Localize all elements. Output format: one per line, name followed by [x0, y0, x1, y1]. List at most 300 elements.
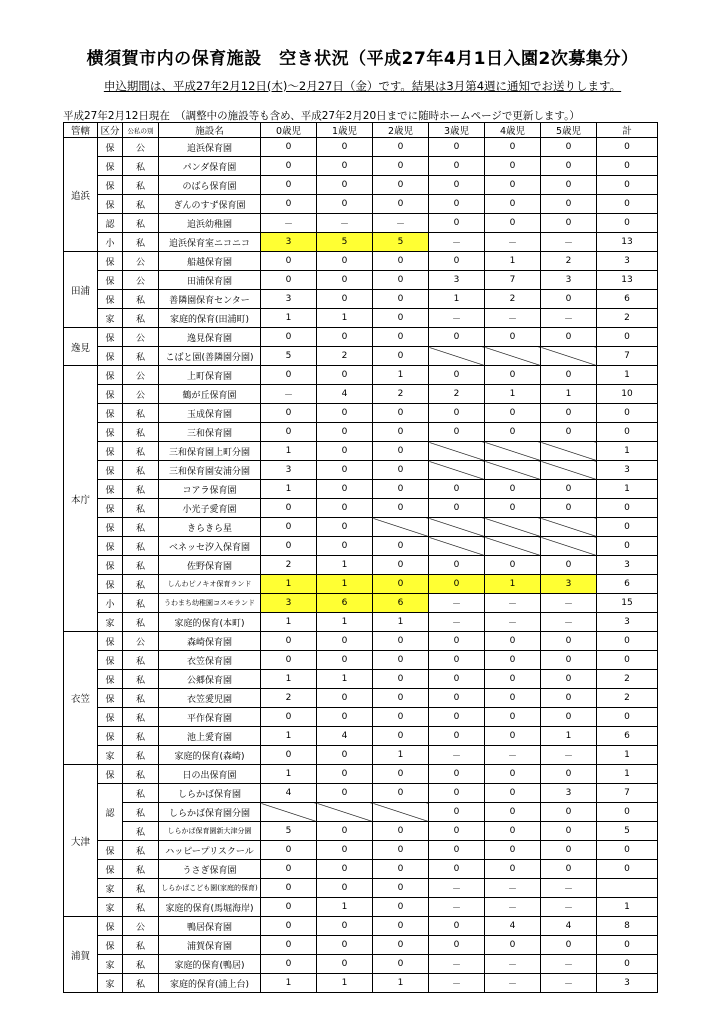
category-cell: 保 — [98, 195, 123, 214]
vacancy-cell-age-2: 0 — [373, 689, 429, 708]
vacancy-cell-age-2: 0 — [373, 708, 429, 727]
facility-name-cell: 三和保育園 — [159, 423, 261, 442]
facility-name-cell: パンダ保育園 — [159, 157, 261, 176]
vacancy-cell-age-0: 0 — [261, 879, 317, 898]
total-cell: 3 — [597, 556, 658, 575]
public-private-cell: 私 — [123, 556, 159, 575]
vacancy-cell-age-5: 0 — [541, 157, 597, 176]
total-cell: 0 — [597, 537, 658, 556]
vacancy-cell-age-2: 0 — [373, 822, 429, 841]
total-cell: 0 — [597, 841, 658, 860]
table-row — [64, 309, 658, 328]
table-row — [64, 955, 658, 974]
as-of-date-note: 平成27年2月12日現在 （調整中の施設等も含め、平成27年2月20日までに随時ホームページで更新します。） — [63, 110, 580, 122]
vacancy-cell-age-5 — [541, 537, 597, 556]
public-private-cell: 私 — [123, 290, 159, 309]
vacancy-cell-age-1: 0 — [317, 651, 373, 670]
vacancy-cell-age-0: 3 — [261, 461, 317, 480]
vacancy-cell-age-4: － — [485, 594, 541, 613]
vacancy-cell-age-0: 1 — [261, 974, 317, 993]
table-row — [64, 233, 658, 252]
vacancy-cell-age-4: 0 — [485, 860, 541, 879]
public-private-cell: 公 — [123, 632, 159, 651]
total-cell: 6 — [597, 575, 658, 594]
table-row — [64, 480, 658, 499]
total-cell: 3 — [597, 974, 658, 993]
vacancy-cell-age-5: 0 — [541, 195, 597, 214]
vacancy-cell-age-1: 0 — [317, 499, 373, 518]
public-private-cell: 公 — [123, 917, 159, 936]
vacancy-cell-age-3: 0 — [429, 157, 485, 176]
vacancy-cell-age-0: － — [261, 385, 317, 404]
vacancy-cell-age-2: 0 — [373, 727, 429, 746]
vacancy-cell-age-3: 2 — [429, 385, 485, 404]
category-cell: 保 — [98, 708, 123, 727]
total-cell: 2 — [597, 689, 658, 708]
public-private-cell: 私 — [123, 594, 159, 613]
vacancy-cell-age-5: 0 — [541, 708, 597, 727]
vacancy-cell-age-5: 0 — [541, 366, 597, 385]
public-private-cell: 私 — [123, 214, 159, 233]
vacancy-cell-age-5: 0 — [541, 841, 597, 860]
public-private-cell: 私 — [123, 727, 159, 746]
category-cell: 家 — [98, 613, 123, 632]
vacancy-cell-age-3: 0 — [429, 138, 485, 157]
vacancy-cell-age-4: 0 — [485, 423, 541, 442]
vacancy-cell-age-1: 1 — [317, 575, 373, 594]
vacancy-cell-age-1: 1 — [317, 898, 373, 917]
vacancy-cell-age-5: 0 — [541, 860, 597, 879]
vacancy-cell-age-2: 0 — [373, 917, 429, 936]
vacancy-cell-age-3: 0 — [429, 575, 485, 594]
facility-name-cell: のばら保育園 — [159, 176, 261, 195]
vacancy-cell-age-5: 1 — [541, 727, 597, 746]
vacancy-cell-age-3 — [429, 461, 485, 480]
vacancy-cell-age-5: 0 — [541, 404, 597, 423]
category-cell: 保 — [98, 252, 123, 271]
public-private-cell: 私 — [123, 746, 159, 765]
category-cell: 小 — [98, 594, 123, 613]
vacancy-cell-age-2: 0 — [373, 499, 429, 518]
vacancy-cell-age-4: 0 — [485, 328, 541, 347]
category-cell: 保 — [98, 404, 123, 423]
application-period-notice — [0, 78, 725, 94]
vacancy-cell-age-0: 0 — [261, 898, 317, 917]
vacancy-cell-age-3: 1 — [429, 290, 485, 309]
vacancy-cell-age-1: 1 — [317, 670, 373, 689]
public-private-cell: 私 — [123, 195, 159, 214]
vacancy-cell-age-3: 0 — [429, 195, 485, 214]
vacancy-cell-age-4: 0 — [485, 480, 541, 499]
total-cell: 0 — [597, 404, 658, 423]
vacancy-cell-age-2: 0 — [373, 328, 429, 347]
vacancy-cell-age-3: 0 — [429, 708, 485, 727]
area-name-cell: 本庁 — [64, 366, 98, 632]
vacancy-cell-age-4 — [485, 518, 541, 537]
facility-name-cell: 浦賀保育園 — [159, 936, 261, 955]
vacancy-cell-age-0: 0 — [261, 252, 317, 271]
total-cell: 0 — [597, 632, 658, 651]
vacancy-cell-age-3: － — [429, 879, 485, 898]
vacancy-cell-age-1: 0 — [317, 423, 373, 442]
public-private-cell: 私 — [123, 898, 159, 917]
vacancy-cell-age-2: 0 — [373, 651, 429, 670]
category-cell: 家 — [98, 309, 123, 328]
facility-name-cell: しらかばこども園(家庭的保育) — [159, 879, 261, 898]
vacancy-cell-age-1: 0 — [317, 290, 373, 309]
category-cell: 保 — [98, 271, 123, 290]
public-private-cell: 公 — [123, 252, 159, 271]
total-cell: 13 — [597, 233, 658, 252]
public-private-cell: 私 — [123, 974, 159, 993]
vacancy-cell-age-3: 0 — [429, 651, 485, 670]
vacancy-cell-age-5: 0 — [541, 328, 597, 347]
vacancy-cell-age-3: 0 — [429, 556, 485, 575]
vacancy-cell-age-3 — [429, 442, 485, 461]
vacancy-cell-age-0: 0 — [261, 632, 317, 651]
vacancy-cell-age-2: 0 — [373, 765, 429, 784]
vacancy-cell-age-1: 0 — [317, 746, 373, 765]
vacancy-cell-age-1: 0 — [317, 860, 373, 879]
public-private-cell: 私 — [123, 784, 159, 803]
total-cell: 0 — [597, 423, 658, 442]
category-cell: 保 — [98, 651, 123, 670]
facility-name-cell: 鶴が丘保育園 — [159, 385, 261, 404]
vacancy-cell-age-2: 0 — [373, 575, 429, 594]
total-cell: 8 — [597, 917, 658, 936]
vacancy-cell-age-0: 0 — [261, 404, 317, 423]
total-cell: 1 — [597, 898, 658, 917]
header-age-1: 1歳児 — [317, 123, 373, 138]
vacancy-cell-age-1: 5 — [317, 233, 373, 252]
facility-name-cell: 田浦保育園 — [159, 271, 261, 290]
table-row — [64, 366, 658, 385]
category-cell: 保 — [98, 936, 123, 955]
vacancy-cell-age-5: 3 — [541, 575, 597, 594]
vacancy-cell-age-4: － — [485, 974, 541, 993]
category-cell: 保 — [98, 442, 123, 461]
facility-name-cell: しらかば保育園分園 — [159, 803, 261, 822]
facility-name-cell: 日の出保育園 — [159, 765, 261, 784]
table-row — [64, 537, 658, 556]
vacancy-cell-age-3: 0 — [429, 917, 485, 936]
vacancy-cell-age-1: 4 — [317, 385, 373, 404]
total-cell — [597, 879, 658, 898]
vacancy-cell-age-4 — [485, 461, 541, 480]
category-cell: 保 — [98, 727, 123, 746]
category-cell: 保 — [98, 176, 123, 195]
vacancy-cell-age-2: － — [373, 214, 429, 233]
vacancy-cell-age-3: 0 — [429, 366, 485, 385]
public-private-cell: 私 — [123, 860, 159, 879]
vacancy-cell-age-3 — [429, 518, 485, 537]
table-row — [64, 157, 658, 176]
vacancy-cell-age-2: 0 — [373, 556, 429, 575]
header-age-0: 0歳児 — [261, 123, 317, 138]
table-row — [64, 214, 658, 233]
category-cell: 保 — [98, 480, 123, 499]
vacancy-cell-age-5: 0 — [541, 651, 597, 670]
vacancy-cell-age-0: 1 — [261, 442, 317, 461]
vacancy-cell-age-3: － — [429, 974, 485, 993]
vacancy-cell-age-3: 0 — [429, 328, 485, 347]
category-cell: 保 — [98, 632, 123, 651]
vacancy-cell-age-3: 0 — [429, 499, 485, 518]
vacancy-cell-age-5: － — [541, 233, 597, 252]
category-cell: 保 — [98, 841, 123, 860]
vacancy-cell-age-1: － — [317, 214, 373, 233]
category-cell: 保 — [98, 138, 123, 157]
vacancy-cell-age-1: 6 — [317, 594, 373, 613]
vacancy-cell-age-3: 0 — [429, 423, 485, 442]
facility-name-cell: ぎんのすず保育園 — [159, 195, 261, 214]
total-cell: 2 — [597, 309, 658, 328]
vacancy-cell-age-3: 0 — [429, 176, 485, 195]
category-cell: 家 — [98, 746, 123, 765]
table-header-row — [64, 123, 658, 138]
public-private-cell: 私 — [123, 233, 159, 252]
vacancy-cell-age-1: 0 — [317, 784, 373, 803]
total-cell: 0 — [597, 499, 658, 518]
facility-name-cell: こばと園(善隣園分園) — [159, 347, 261, 366]
category-cell: 家 — [98, 955, 123, 974]
vacancy-cell-age-1: 0 — [317, 822, 373, 841]
category-cell: 保 — [98, 575, 123, 594]
table-row — [64, 290, 658, 309]
vacancy-cell-age-2: 0 — [373, 936, 429, 955]
category-cell: 保 — [98, 423, 123, 442]
total-cell: 0 — [597, 518, 658, 537]
vacancy-cell-age-4: 0 — [485, 556, 541, 575]
total-cell: 0 — [597, 328, 658, 347]
vacancy-cell-age-4: 4 — [485, 917, 541, 936]
facility-name-cell: 善隣園保育センター — [159, 290, 261, 309]
vacancy-cell-age-5: － — [541, 613, 597, 632]
vacancy-cell-age-5: － — [541, 594, 597, 613]
public-private-cell: 私 — [123, 480, 159, 499]
facility-name-cell: 三和保育園安浦分園 — [159, 461, 261, 480]
public-private-cell: 私 — [123, 803, 159, 822]
public-private-cell: 私 — [123, 765, 159, 784]
vacancy-cell-age-0: 1 — [261, 765, 317, 784]
vacancy-cell-age-0: 0 — [261, 499, 317, 518]
public-private-cell: 私 — [123, 309, 159, 328]
vacancy-cell-age-0: 0 — [261, 955, 317, 974]
category-cell: 保 — [98, 347, 123, 366]
total-cell: 1 — [597, 765, 658, 784]
vacancy-cell-age-4: 0 — [485, 632, 541, 651]
total-cell: 15 — [597, 594, 658, 613]
total-cell: 3 — [597, 252, 658, 271]
public-private-cell: 私 — [123, 176, 159, 195]
total-cell: 0 — [597, 803, 658, 822]
vacancy-cell-age-1: 1 — [317, 613, 373, 632]
vacancy-cell-age-0: 2 — [261, 556, 317, 575]
facility-name-cell: 逸見保育園 — [159, 328, 261, 347]
public-private-cell: 私 — [123, 936, 159, 955]
vacancy-cell-age-2: 0 — [373, 423, 429, 442]
vacancy-cell-age-3: － — [429, 233, 485, 252]
vacancy-cell-age-3: 0 — [429, 860, 485, 879]
vacancy-cell-age-5: 3 — [541, 271, 597, 290]
total-cell: 0 — [597, 195, 658, 214]
table-row — [64, 670, 658, 689]
facility-name-cell: うわまち幼稚園コスモランド — [159, 594, 261, 613]
vacancy-cell-age-0: 5 — [261, 347, 317, 366]
header-age-2: 2歳児 — [373, 123, 429, 138]
total-cell: 0 — [597, 955, 658, 974]
category-cell: 保 — [98, 860, 123, 879]
vacancy-cell-age-4: 0 — [485, 689, 541, 708]
vacancy-cell-age-0: 0 — [261, 708, 317, 727]
vacancy-cell-age-2: 0 — [373, 879, 429, 898]
vacancy-cell-age-1: 0 — [317, 936, 373, 955]
vacancy-cell-age-2: 0 — [373, 195, 429, 214]
vacancy-cell-age-0: 0 — [261, 746, 317, 765]
vacancy-cell-age-1: 0 — [317, 632, 373, 651]
vacancy-cell-age-4: 0 — [485, 366, 541, 385]
vacancy-cell-age-2: 0 — [373, 537, 429, 556]
facility-name-cell: 船越保育園 — [159, 252, 261, 271]
vacancy-cell-age-3: 0 — [429, 632, 485, 651]
facility-name-cell: 衣笠保育園 — [159, 651, 261, 670]
vacancy-cell-age-0: 0 — [261, 860, 317, 879]
vacancy-cell-age-0: 1 — [261, 727, 317, 746]
vacancy-cell-age-5: － — [541, 879, 597, 898]
category-cell: 保 — [98, 556, 123, 575]
facility-name-cell: 上町保育園 — [159, 366, 261, 385]
vacancy-cell-age-2 — [373, 803, 429, 822]
vacancy-cell-age-0: 0 — [261, 423, 317, 442]
table-row — [64, 974, 658, 993]
header-facility-name: 施設名 — [159, 123, 261, 138]
vacancy-cell-age-0: 0 — [261, 366, 317, 385]
total-cell: 0 — [597, 860, 658, 879]
vacancy-cell-age-2: 0 — [373, 309, 429, 328]
vacancy-cell-age-2: 0 — [373, 176, 429, 195]
table-row — [64, 689, 658, 708]
vacancy-cell-age-2: 1 — [373, 613, 429, 632]
vacancy-cell-age-4: 1 — [485, 252, 541, 271]
vacancy-cell-age-0: 0 — [261, 195, 317, 214]
table-row — [64, 176, 658, 195]
table-row — [64, 898, 658, 917]
vacancy-cell-age-3: － — [429, 309, 485, 328]
vacancy-cell-age-1: 0 — [317, 955, 373, 974]
public-private-cell: 私 — [123, 518, 159, 537]
vacancy-cell-age-1: 0 — [317, 461, 373, 480]
table-row — [64, 404, 658, 423]
vacancy-cell-age-4 — [485, 347, 541, 366]
vacancy-cell-age-4: － — [485, 233, 541, 252]
vacancy-cell-age-5: 2 — [541, 252, 597, 271]
category-cell: 保 — [98, 670, 123, 689]
vacancy-cell-age-5: 0 — [541, 176, 597, 195]
public-private-cell: 私 — [123, 955, 159, 974]
vacancy-cell-age-5: 0 — [541, 138, 597, 157]
table-row — [64, 632, 658, 651]
table-row — [64, 860, 658, 879]
vacancy-cell-age-5: 0 — [541, 423, 597, 442]
vacancy-cell-age-0: 0 — [261, 157, 317, 176]
vacancy-cell-age-4 — [485, 537, 541, 556]
total-cell: 7 — [597, 347, 658, 366]
public-private-cell: 公 — [123, 385, 159, 404]
category-cell: 保 — [98, 917, 123, 936]
category-cell: 保 — [98, 461, 123, 480]
vacancy-cell-age-0: 0 — [261, 841, 317, 860]
vacancy-cell-age-3: 0 — [429, 670, 485, 689]
facility-name-cell: しんわピノキオ保育ランド — [159, 575, 261, 594]
vacancy-cell-age-4: 0 — [485, 708, 541, 727]
vacancy-cell-age-0: 1 — [261, 575, 317, 594]
category-cell: 保 — [98, 328, 123, 347]
facility-name-cell: 追浜保育室ニコニコ — [159, 233, 261, 252]
vacancy-cell-age-0: 3 — [261, 233, 317, 252]
vacancy-cell-age-1: 0 — [317, 195, 373, 214]
table-row — [64, 328, 658, 347]
vacancy-cell-age-5: 0 — [541, 765, 597, 784]
vacancy-cell-age-0: 2 — [261, 689, 317, 708]
vacancy-cell-age-5: 0 — [541, 689, 597, 708]
vacancy-cell-age-1: 0 — [317, 480, 373, 499]
vacancy-cell-age-4: 0 — [485, 404, 541, 423]
vacancy-cell-age-3: 0 — [429, 480, 485, 499]
vacancy-cell-age-4: 0 — [485, 499, 541, 518]
area-name-cell: 逸見 — [64, 328, 98, 366]
area-name-cell: 追浜 — [64, 138, 98, 252]
public-private-cell: 私 — [123, 404, 159, 423]
facility-name-cell: 追浜保育園 — [159, 138, 261, 157]
vacancy-cell-age-5: 0 — [541, 556, 597, 575]
vacancy-cell-age-0: 0 — [261, 271, 317, 290]
category-cell: 保 — [98, 689, 123, 708]
vacancy-cell-age-1: 0 — [317, 328, 373, 347]
public-private-cell: 公 — [123, 328, 159, 347]
table-row — [64, 765, 658, 784]
vacancy-cell-age-0: 0 — [261, 936, 317, 955]
vacancy-cell-age-3: 0 — [429, 765, 485, 784]
vacancy-cell-age-2: 0 — [373, 632, 429, 651]
vacancy-cell-age-0: 4 — [261, 784, 317, 803]
vacancy-cell-age-1: 0 — [317, 138, 373, 157]
vacancy-cell-age-4: 0 — [485, 138, 541, 157]
category-cell: 家 — [98, 898, 123, 917]
vacancy-cell-age-1: 0 — [317, 708, 373, 727]
vacancy-cell-age-5: 0 — [541, 936, 597, 955]
total-cell: 1 — [597, 746, 658, 765]
table-row — [64, 385, 658, 404]
total-cell: 5 — [597, 822, 658, 841]
vacancy-cell-age-2: 0 — [373, 442, 429, 461]
category-cell: 家 — [98, 879, 123, 898]
vacancy-cell-age-2: 0 — [373, 480, 429, 499]
vacancy-cell-age-0: 5 — [261, 822, 317, 841]
facility-name-cell: 追浜幼稚園 — [159, 214, 261, 233]
category-cell: 保 — [98, 499, 123, 518]
vacancy-cell-age-4: － — [485, 309, 541, 328]
vacancy-cell-age-2: 5 — [373, 233, 429, 252]
table-row — [64, 746, 658, 765]
vacancy-cell-age-1: 0 — [317, 252, 373, 271]
table-row — [64, 708, 658, 727]
vacancy-cell-age-0: 1 — [261, 613, 317, 632]
vacancy-cell-age-1: 0 — [317, 442, 373, 461]
vacancy-cell-age-3: 0 — [429, 936, 485, 955]
total-cell: 6 — [597, 290, 658, 309]
vacancy-cell-age-1: 0 — [317, 879, 373, 898]
table-row — [64, 784, 658, 803]
